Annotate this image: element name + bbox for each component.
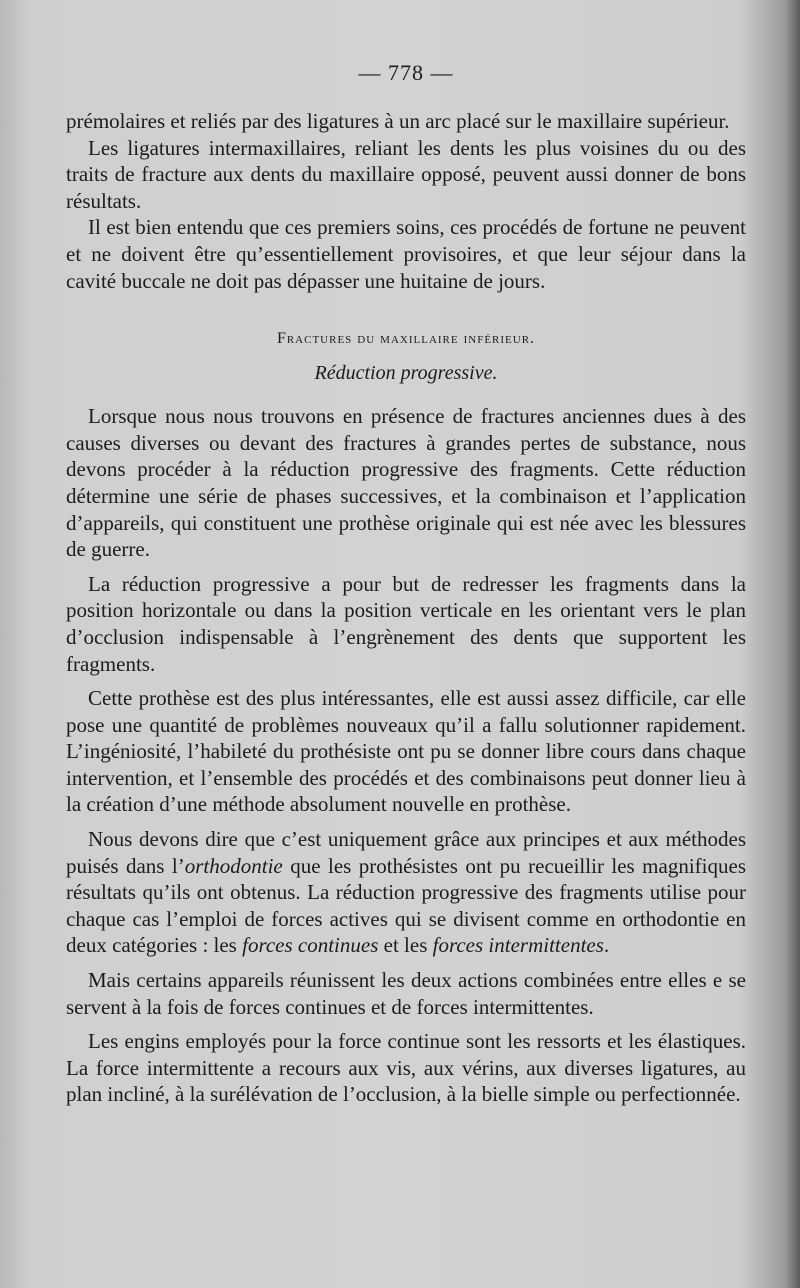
paragraph-provisional-care: Il est bien entendu que ces premiers soins, ces procédés de fortune ne peuvent et ne doivent être qu’essentiellement provisoires, et que leur séjour dans la cavité buccale ne doit pas dépasser une huitaine de jours. [66,215,746,293]
italic-term-forces-intermittentes: forces intermittentes [432,933,604,958]
paragraph-devices: Les engins employés pour la force continue sont les ressorts et les élastiques. La force intermittente a recours aux vis, aux vérins, aux diverses ligatures, au plan incliné, à la surélévation de l’occlusion, à la bielle simple ou perfectionnée. [66,1029,746,1107]
text-run: . [603,933,610,958]
paragraph-combined-actions: Mais certains appareils réunissent les deux actions combinées entre elles e se servent à la fois de forces continues et de forces intermittentes. [66,968,746,1019]
text-run: Nous devons dire que c’est uniquement grâce aux principes et aux méthodes puisés dans l’ [66,827,746,878]
paragraph-orthodontics [66,826,746,959]
text-run: et les [378,933,433,958]
page-content [66,60,746,1108]
page-number: — 778 — [358,60,454,85]
paragraph-reduction-goal: La réduction progressive a pour but de redresser les fragments dans la position horizontale ou dans la position verticale en les orientant vers le plan d’occlusion indispensable à l’engrènement des dents que supportent les fragments. [66,571,746,676]
paragraph-continuation: prémolaires et reliés par des ligatures à un arc placé sur le maxillaire supérieur. [66,109,730,133]
subheading: Réduction progressive. [314,362,498,385]
italic-term-forces-continues: forces continues [242,933,379,958]
section-heading: Fractures du maxillaire inférieur. [276,330,536,348]
paragraph-progressive-reduction: Lorsque nous nous trouvons en présence de fractures anciennes dues à des causes diverses ou devant des fractures à grandes pertes de substance, nous devons procéder à la réduction progressive des fragments. Cette réduction détermine une série de phases successives, et la combinaison et l’application d’appareils, qui constituent une prothèse originale qui est née avec les blessures de guerre. [66,404,746,562]
italic-term-orthodontie: orthodontie [184,853,283,878]
paragraph-ligatures: Les ligatures intermaxillaires, reliant les dents les plus voisines du ou des traits de fracture aux dents du maxillaire opposé, peuvent aussi donner de bons résultats. [66,135,746,213]
paragraph-prosthesis: Cette prothèse est des plus intéressantes, elle est aussi assez difficile, car elle pose une quantité de problèmes nouveaux qu’il a fallu solutionner rapidement. L’ingéniosité, l’habileté du prothésiste ont pu se donner libre cours dans chaque intervention, et l’ensemble des procédés et des combinaisons peut donner lieu à la création d’une méthode absolument nouvelle en prothèse. [66,686,746,817]
text-run: que les prothésistes ont pu recueillir les magnifiques résultats qu’ils ont obtenus. La réduction progressive des fragments utilise pour chaque cas l’emploi de forces actives qui se divisent comme en orthodontie en deux catégories : les [66,853,746,958]
